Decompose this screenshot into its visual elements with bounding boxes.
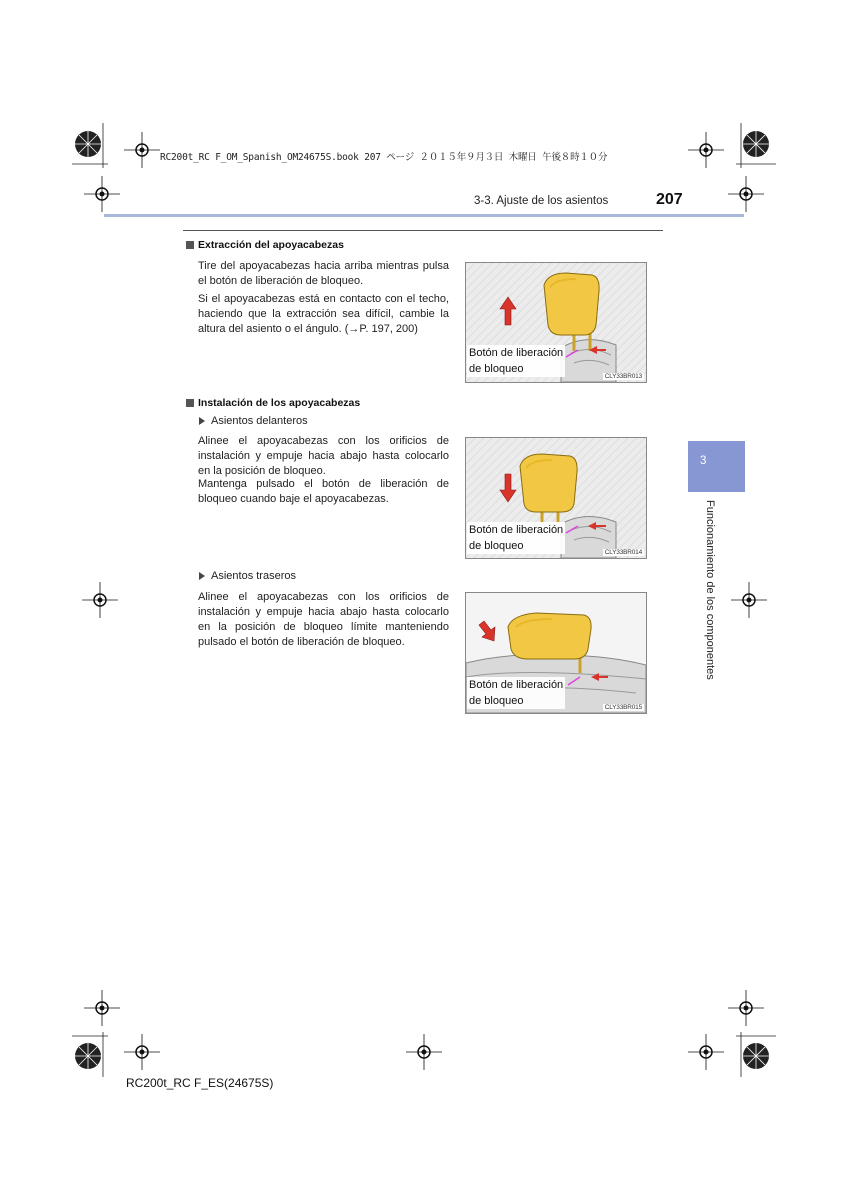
section-header-title: 3-3. Ajuste de los asientos (474, 195, 609, 207)
callout-line-2: de bloqueo (469, 695, 524, 707)
figure-callout (467, 677, 565, 709)
crosshair-icon (688, 1034, 724, 1070)
crosshair-icon (84, 176, 120, 212)
triangle-bullet-icon (199, 417, 205, 425)
bullet-square-icon (186, 241, 194, 249)
chapter-title-text: Funcionamiento de los componentes (704, 500, 716, 680)
crosshair-icon (728, 176, 764, 212)
section-heading-text: Instalación de los apoyacabezas (198, 397, 361, 409)
crosshair-icon (82, 582, 118, 618)
triangle-bullet-icon (199, 572, 205, 580)
crosshair-icon (124, 1034, 160, 1070)
page-number: 207 (656, 191, 683, 208)
callout-line-1: Botón de liberación (469, 524, 564, 536)
callout-line-2: de bloqueo (469, 363, 524, 375)
crosshair-icon (124, 132, 160, 168)
content-top-rule (183, 230, 663, 231)
callout-line-1: Botón de liberación (469, 347, 564, 359)
figure-removal (465, 262, 647, 383)
chapter-number: 3 (700, 455, 707, 467)
figure-code: CLY33BR015 (604, 704, 642, 711)
chapter-tab (688, 441, 745, 492)
section-heading-text: Extracción del apoyacabezas (198, 239, 344, 251)
subheading-text: Asientos delanteros (211, 415, 308, 427)
header-rule (104, 214, 744, 217)
removal-paragraph-1: Tire del apoyacabezas hacia arriba mientras pulsa el botón de liberación de bloqueo. (198, 260, 449, 287)
registration-mark-icon (72, 1030, 108, 1082)
section-heading-removal (186, 239, 344, 251)
rear-paragraph-1: Alinee el apoyacabezas con los orificios de instalación y empuje hacia abajo hasta colocarlo en la posición de bloqueo límite manteniendo pulsado el botón de liberación de bloqueo. (198, 591, 449, 648)
front-paragraph-2: Mantenga pulsado el botón de liberación de bloqueo cuando baje el apoyacabezas. (198, 478, 449, 505)
subheading-rear-seats (199, 570, 296, 582)
subheading-front-seats (199, 415, 308, 427)
footer-book-code: RC200t_RC F_ES(24675S) (126, 1076, 274, 1090)
registration-mark-icon (736, 1030, 776, 1082)
figure-front-install (465, 437, 647, 559)
subheading-text: Asientos traseros (211, 570, 296, 582)
callout-line-1: Botón de liberación (469, 679, 564, 691)
chapter-title-vertical (704, 500, 716, 690)
crosshair-icon (688, 132, 724, 168)
figure-callout (467, 345, 565, 377)
front-paragraph-1: Alinee el apoyacabezas con los orificios de instalación y empuje hacia abajo hasta colocarlo en la posición de bloqueo. (198, 435, 449, 477)
crosshair-icon (728, 990, 764, 1026)
registration-mark-icon (736, 118, 776, 170)
crosshair-icon (731, 582, 767, 618)
callout-line-2: de bloqueo (469, 540, 524, 552)
crosshair-icon (406, 1034, 442, 1070)
removal-paragraph-2: Si el apoyacabezas está en contacto con el techo, haciendo que la extracción sea difícil, cambie la altura del asiento o el ángulo. (→P. 197, 200) (198, 293, 449, 335)
print-info-line: RC200t_RC F_OM_Spanish_OM24675S.book 207 ページ ２０１５年９月３日 木曜日 午後８時１０分 (160, 152, 608, 163)
registration-mark-icon (72, 118, 108, 170)
figure-code: CLY33BR014 (604, 549, 642, 556)
section-heading-installation (186, 397, 360, 409)
figure-callout (467, 522, 565, 554)
bullet-square-icon (186, 399, 194, 407)
figure-code: CLY33BR013 (604, 373, 642, 380)
figure-rear-install (465, 592, 647, 714)
crosshair-icon (84, 990, 120, 1026)
